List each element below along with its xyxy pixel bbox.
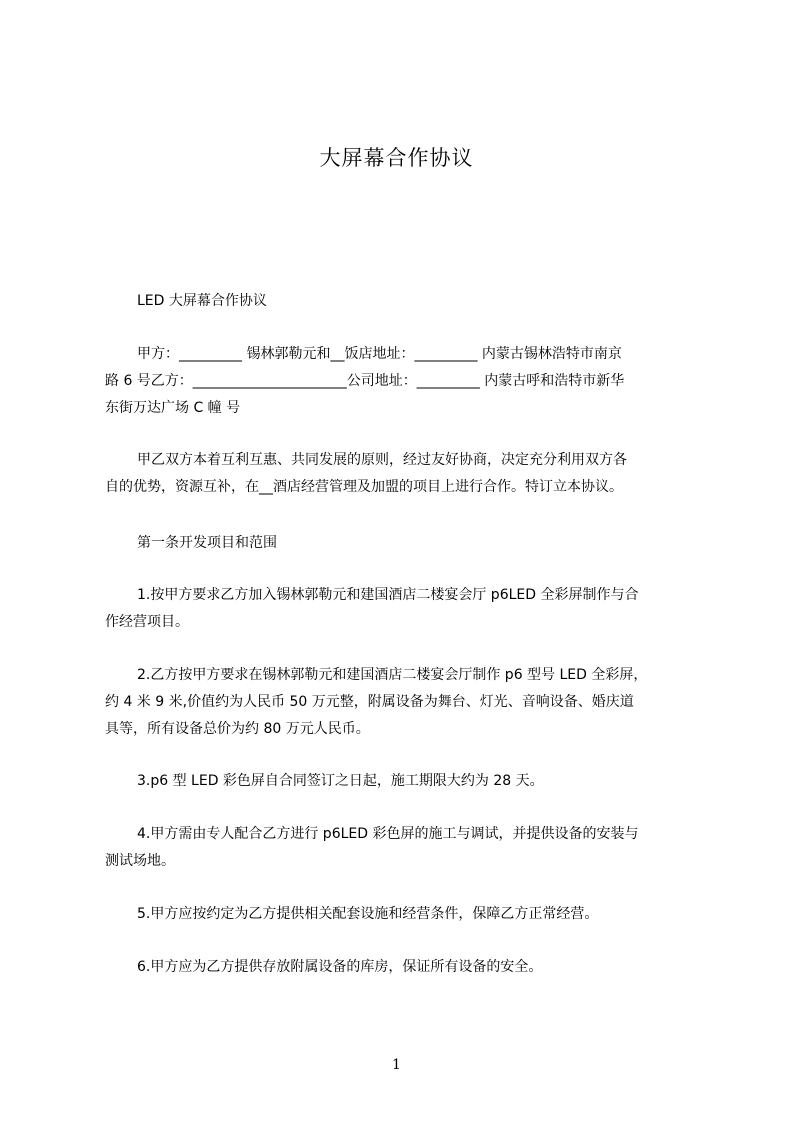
article1-heading-paragraph (105, 530, 699, 557)
page-number: 1 (392, 1057, 401, 1073)
clause-1-line-2: 作经营项目。 (105, 614, 189, 630)
parties-line-2: 路 6 号乙方：______________________公司地址：_________ 内蒙古呼和浩特市新华 (105, 373, 625, 389)
parties-line-1: 甲方：_________ 锡林郭勒元和__饭店地址：_________ 内蒙古锡林浩特市南京 (137, 346, 622, 362)
clause-4-line-2: 测试场地。 (105, 853, 175, 869)
clause-3-text: 3.p6 型 LED 彩色屏自合同签订之日起，施工期限大约为 28 天。 (137, 773, 544, 789)
clause-2-line-1: 2.乙方按甲方要求在锡林郭勒元和建国酒店二楼宴会厅制作 p6 型号 LED 全彩屏， (137, 667, 648, 683)
preamble-line-2: 自的优势，资源互补，在__酒店经营管理及加盟的项目上进行合作。特订立本协议。 (105, 479, 623, 495)
preamble-paragraph (105, 447, 699, 501)
preamble-line-1: 甲乙双方本着互利互惠、共同发展的原则，经过友好协商，决定充分利用双方各 (137, 452, 627, 468)
clause-2-paragraph (105, 662, 699, 743)
clause-5-text: 5.甲方应按约定为乙方提供相关配套设施和经营条件，保障乙方正常经营。 (137, 906, 599, 922)
subtitle-text: LED 大屏幕合作协议 (137, 293, 267, 309)
article1-heading: 第一条开发项目和范围 (137, 535, 277, 551)
clause-3-paragraph (105, 768, 699, 795)
parties-line-3: 东街万达广场 C 幢 号 (105, 400, 241, 416)
clause-2-line-2: 约 4 米 9 米,价值约为人民币 50 万元整，附属设备为舞台、灯光、音响设备、婚庆道 (105, 694, 634, 710)
parties-paragraph (105, 341, 699, 422)
clause-4-paragraph (105, 821, 699, 875)
clause-6-paragraph (105, 954, 699, 981)
clause-2-line-3: 具等，所有设备总价为约 80 万元人民币。 (105, 721, 370, 737)
clause-4-line-1: 4.甲方需由专人配合乙方进行 p6LED 彩色屏的施工与调试，并提供设备的安装与 (137, 826, 639, 842)
subtitle-paragraph (105, 288, 699, 315)
clause-6-text: 6.甲方应为乙方提供存放附属设备的库房，保证所有设备的安全。 (137, 959, 543, 975)
document-title: 大屏幕合作协议 (319, 146, 474, 170)
clause-1-paragraph (105, 582, 699, 636)
clause-1-line-1: 1.按甲方要求乙方加入锡林郭勒元和建国酒店二楼宴会厅 p6LED 全彩屏制作与合 (137, 587, 639, 603)
clause-5-paragraph (105, 901, 699, 928)
